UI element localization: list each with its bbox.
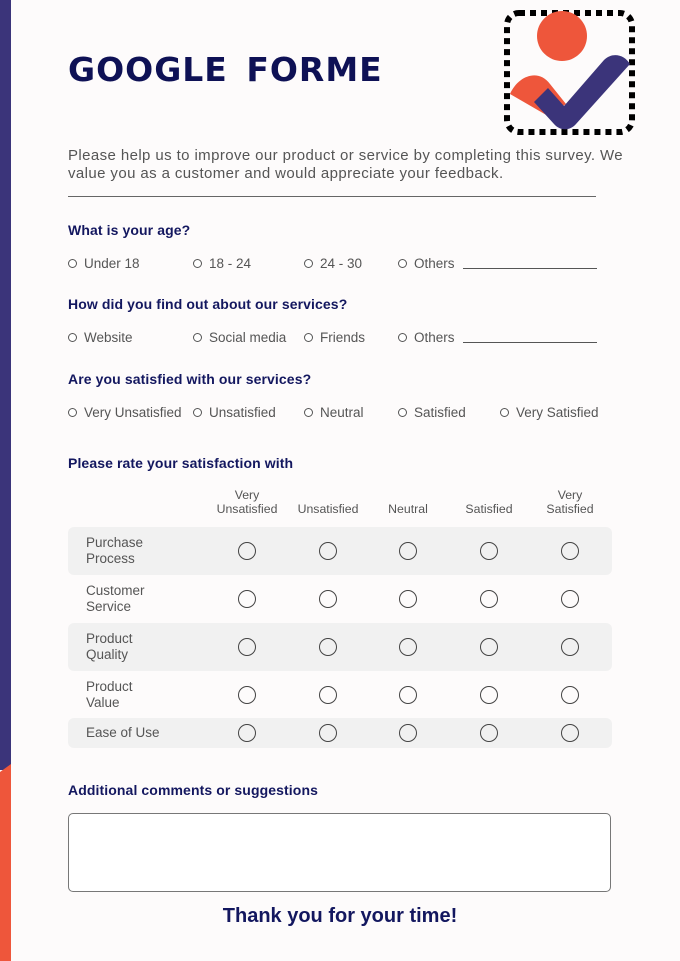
rating-row — [68, 718, 612, 748]
radio-icon[interactable] — [68, 259, 77, 268]
rating-radio-icon[interactable] — [399, 542, 417, 560]
checkmark-person-logo-icon — [504, 10, 636, 136]
rating-radio-icon[interactable] — [319, 724, 337, 742]
rating-radio-icon[interactable] — [561, 638, 579, 656]
satisfied-option[interactable]: Very Satisfied — [500, 405, 599, 420]
radio-icon[interactable] — [304, 408, 313, 417]
age-option[interactable]: Under 18 — [68, 256, 140, 271]
rating-row-label: Product Quality — [86, 631, 133, 662]
question-source: How did you find out about our services? — [68, 296, 348, 312]
age-others-field[interactable] — [463, 268, 597, 269]
satisfied-option[interactable]: Satisfied — [398, 405, 466, 420]
radio-icon[interactable] — [304, 259, 313, 268]
age-option[interactable]: 24 - 30 — [304, 256, 362, 271]
rating-row-label: Customer Service — [86, 583, 145, 614]
rating-radio-icon[interactable] — [238, 542, 256, 560]
rating-row — [68, 575, 612, 623]
divider — [68, 196, 596, 197]
rating-radio-icon[interactable] — [480, 542, 498, 560]
rating-column-header: Satisfied — [465, 502, 513, 516]
age-option[interactable]: 18 - 24 — [193, 256, 251, 271]
form-title: GOOGLE FORME — [68, 50, 383, 89]
rating-radio-icon[interactable] — [399, 724, 417, 742]
comments-label: Additional comments or suggestions — [68, 782, 318, 798]
radio-icon[interactable] — [193, 408, 202, 417]
source-option[interactable]: Others — [398, 330, 455, 345]
rating-radio-icon[interactable] — [399, 686, 417, 704]
rating-row — [68, 527, 612, 575]
rating-row-label: Ease of Use — [86, 725, 160, 740]
rating-radio-icon[interactable] — [238, 590, 256, 608]
question-satisfied: Are you satisfied with our services? — [68, 371, 312, 387]
source-option[interactable]: Social media — [193, 330, 286, 345]
radio-icon[interactable] — [68, 333, 77, 342]
question-rating: Please rate your satisfaction with — [68, 455, 294, 471]
rating-row-label: Purchase Process — [86, 535, 144, 566]
rating-radio-icon[interactable] — [319, 638, 337, 656]
rating-radio-icon[interactable] — [238, 686, 256, 704]
age-option[interactable]: Others — [398, 256, 455, 271]
radio-icon[interactable] — [193, 259, 202, 268]
source-option[interactable]: Friends — [304, 330, 365, 345]
radio-icon[interactable] — [304, 333, 313, 342]
left-accent-stripe-orange — [0, 764, 11, 961]
left-accent-stripe — [0, 0, 11, 770]
satisfied-option[interactable]: Unsatisfied — [193, 405, 276, 420]
rating-radio-icon[interactable] — [238, 638, 256, 656]
rating-radio-icon[interactable] — [561, 724, 579, 742]
question-age: What is your age? — [68, 222, 191, 238]
rating-column-header: Neutral — [388, 502, 428, 516]
rating-radio-icon[interactable] — [238, 724, 256, 742]
rating-row — [68, 623, 612, 671]
radio-icon[interactable] — [68, 408, 77, 417]
radio-icon[interactable] — [398, 333, 407, 342]
radio-icon[interactable] — [193, 333, 202, 342]
comments-input[interactable] — [68, 813, 611, 892]
rating-row-label: Product Value — [86, 678, 133, 710]
satisfied-option[interactable]: Very Unsatisfied — [68, 405, 182, 420]
satisfied-option[interactable]: Neutral — [304, 405, 364, 420]
intro-text: Please help us to improve our product or service by completing this survey. We value you as a customer and would appreciate your feedback. — [68, 147, 624, 182]
rating-radio-icon[interactable] — [319, 686, 337, 704]
rating-column-header: Very Satisfied — [546, 488, 594, 516]
rating-radio-icon[interactable] — [480, 638, 498, 656]
rating-column-header: Very Unsatisfied — [216, 488, 278, 516]
rating-radio-icon[interactable] — [561, 686, 579, 704]
thank-you-message: Thank you for your time! — [222, 905, 458, 927]
radio-icon[interactable] — [398, 259, 407, 268]
source-option[interactable]: Website — [68, 330, 133, 345]
rating-radio-icon[interactable] — [399, 638, 417, 656]
rating-radio-icon[interactable] — [480, 724, 498, 742]
rating-column-header: Unsatisfied — [297, 502, 359, 516]
rating-radio-icon[interactable] — [319, 542, 337, 560]
rating-row — [68, 671, 612, 718]
radio-icon[interactable] — [398, 408, 407, 417]
radio-icon[interactable] — [500, 408, 509, 417]
rating-radio-icon[interactable] — [480, 590, 498, 608]
rating-radio-icon[interactable] — [319, 590, 337, 608]
rating-radio-icon[interactable] — [399, 590, 417, 608]
rating-radio-icon[interactable] — [480, 686, 498, 704]
rating-radio-icon[interactable] — [561, 590, 579, 608]
rating-radio-icon[interactable] — [561, 542, 579, 560]
source-others-field[interactable] — [463, 342, 597, 343]
